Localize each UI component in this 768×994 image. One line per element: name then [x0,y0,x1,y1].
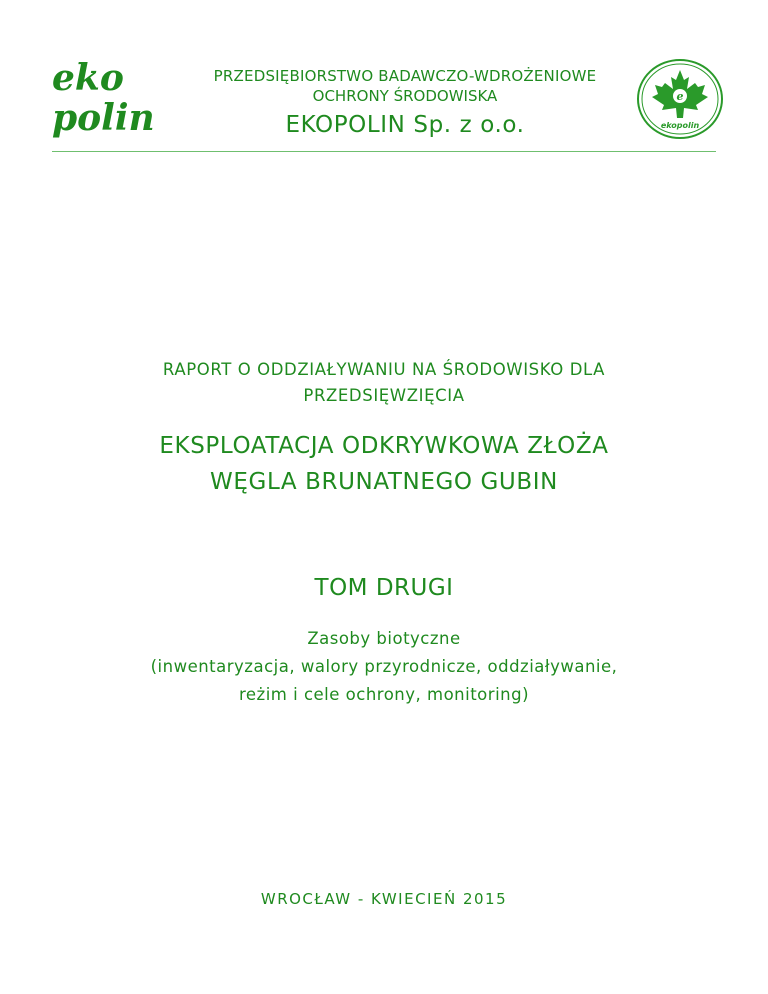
logo-line-eko: eko [52,57,124,99]
project-title-line-1: EKSPLOATACJA ODKRYWKOWA ZŁOŻA [159,433,609,459]
header-line-2: OCHRONY ŚRODOWISKA [312,87,498,105]
emblem-text: ekopolin [660,121,700,130]
report-title [0,357,768,409]
project-title [0,428,768,500]
volume-subtitle-line-1: Zasoby biotyczne [307,629,461,648]
logo-wordmark [52,58,155,138]
maple-leaf-emblem-icon [636,58,724,140]
report-title-line-2: PRZEDSIĘWZIĘCIA [303,386,465,405]
volume-subtitle-line-2: (inwentaryzacja, walory przyrodnicze, oddziaływanie, [150,657,618,676]
place-date: WROCŁAW - KWIECIEŃ 2015 [260,890,508,908]
volume-title: TOM DRUGI [314,575,454,601]
project-title-line-2: WĘGLA BRUNATNEGO GUBIN [210,469,558,495]
volume-subtitle [0,625,768,709]
logo-line-polin: polin [52,97,155,139]
company-header [180,66,630,141]
emblem-letter: e [676,90,684,103]
company-name: EKOPOLIN Sp. z o.o. [285,112,525,138]
header-divider [52,151,716,152]
volume-subtitle-line-3: reżim i cele ochrony, monitoring) [238,685,530,704]
report-title-line-1: RAPORT O ODDZIAŁYWANIU NA ŚRODOWISKO DLA [162,360,606,379]
header-line-1: PRZEDSIĘBIORSTWO BADAWCZO-WDROŻENIOWE [213,67,597,85]
